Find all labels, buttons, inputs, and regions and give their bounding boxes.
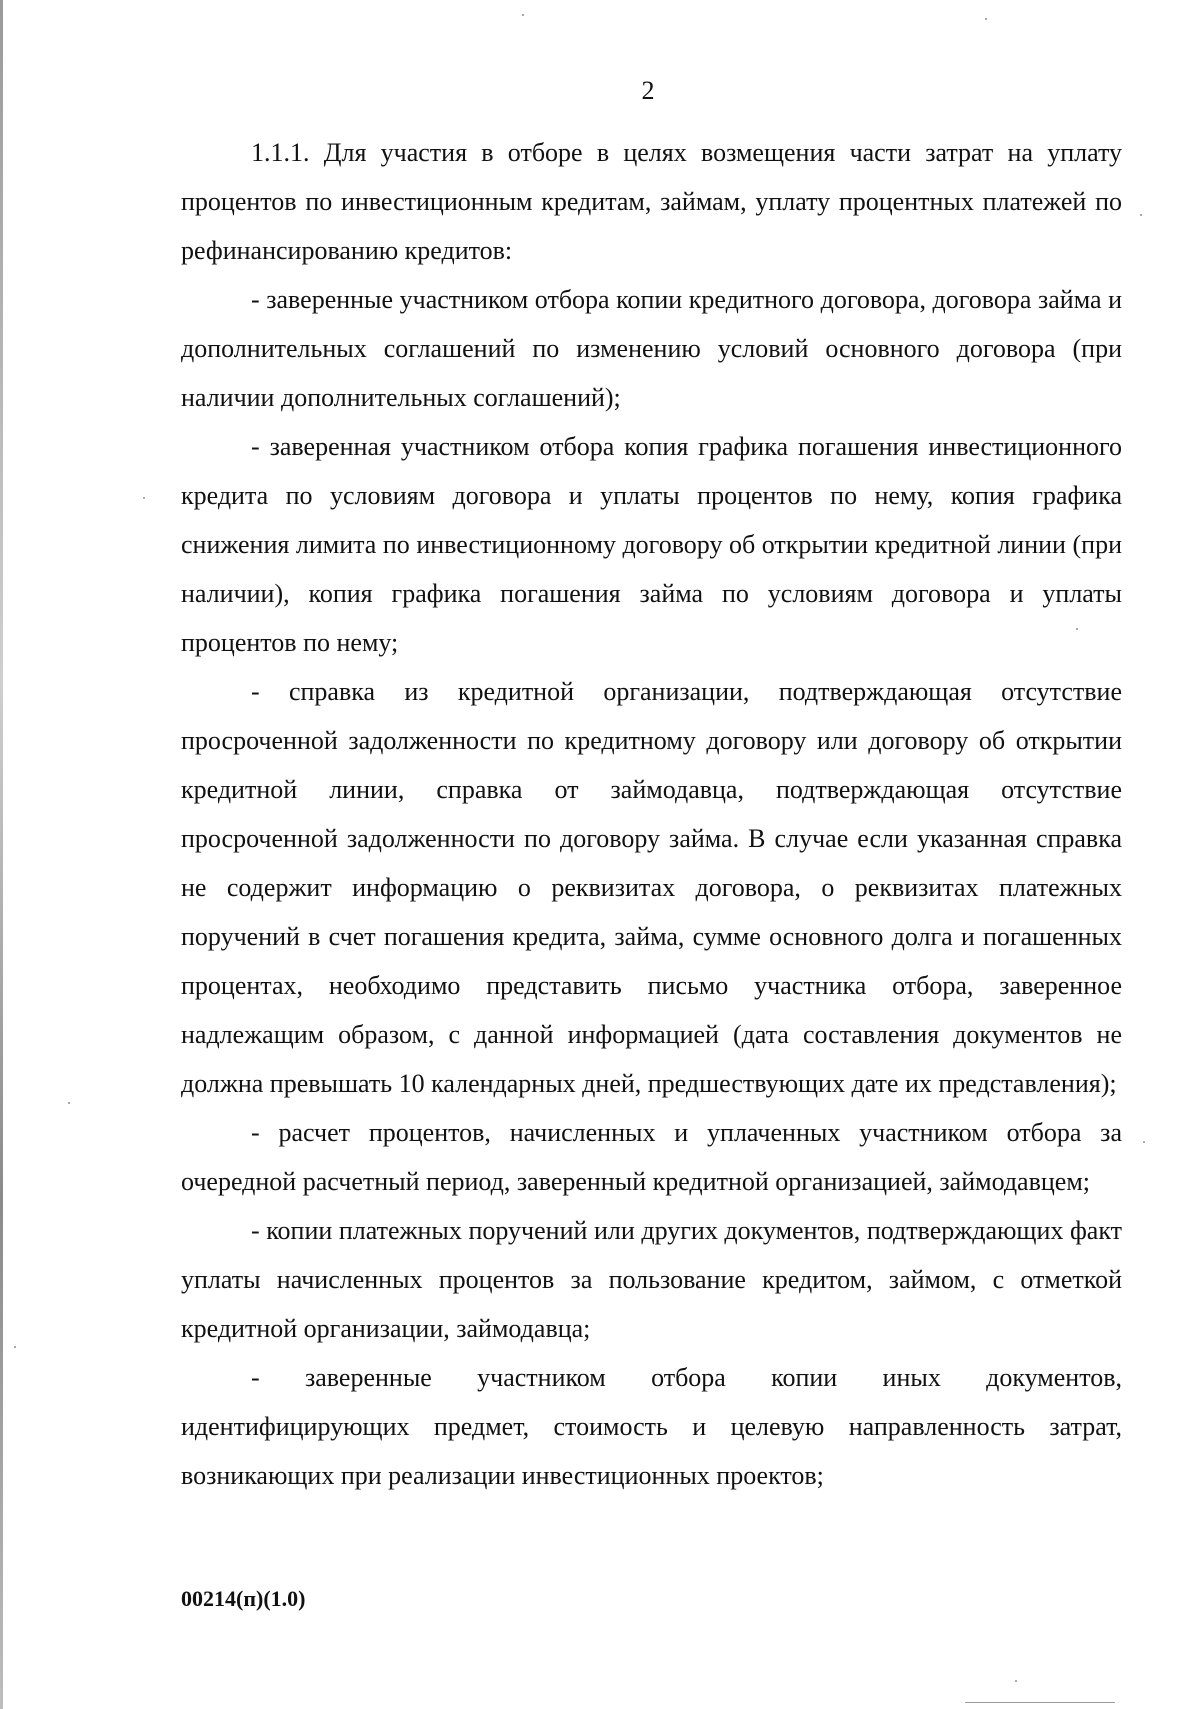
paragraph-item-other-documents: - заверенные участником отбора копии иных документов, идентифицирующих предмет, стоимость и целевую направленность затрат, возникающих при реализации инвестиционных проектов; — [181, 1363, 1122, 1490]
scan-speck — [1140, 214, 1142, 216]
paragraph-item-interest-calculation: - расчет процентов, начисленных и уплаченных участником отбора за очередной расчетный период, заверенный кредитной организацией, займодавцем; — [181, 1118, 1122, 1196]
scan-speck — [68, 1102, 70, 1104]
paragraph-item-loan-agreements: - заверенные участником отбора копии кредитного договора, договора займа и дополнительных соглашений по изменению условий основного договора (при наличии дополнительных соглашений); — [181, 285, 1122, 412]
paragraph-item-payment-orders: - копии платежных поручений или других документов, подтверждающих факт уплаты начисленных процентов за пользование кредитом, займом, с отметкой кредитной организации, займодавца; — [181, 1216, 1122, 1343]
paragraph-item-bank-certificate: - справка из кредитной организации, подтверждающая отсутствие просроченной задолженности по кредитному договору или договору об открытии кредитной линии, справка от займодавца, подтверждающая отсутствие просроченной задолженности по договору займа. В случае если указанная справка не содержит информацию о реквизитах договора, о реквизитах платежных поручений в счет погашения кредита, займа, сумме основного долга и погашенных процентах, необходимо представить письмо участника отбора, заверенное надлежащим образом, с данной информацией (дата составления документов не должна превышать 10 календарных дней, предшествующих дате их представления); — [181, 677, 1122, 1098]
scan-left-edge — [0, 0, 3, 1709]
scan-speck — [14, 1346, 16, 1348]
document-body — [181, 128, 1122, 1500]
scan-speck — [143, 497, 145, 499]
scan-speck — [522, 14, 524, 16]
paragraph-item-repayment-schedule: - заверенная участником отбора копия графика погашения инвестиционного кредита по условиям договора и уплаты процентов по нему, копия графика снижения лимита по инвестиционному договору об открытии кредитной линии (при наличии), копия графика погашения займа по условиям договора и уплаты процентов по нему; — [181, 432, 1122, 657]
scan-speck — [1015, 1680, 1017, 1682]
scan-speck — [1143, 1141, 1145, 1143]
paragraph-intro: 1.1.1. Для участия в отборе в целях возмещения части затрат на уплату процентов по инвестиционным кредитам, займам, уплату процентных платежей по рефинансированию кредитов: — [181, 138, 1122, 265]
scan-line — [965, 1702, 1115, 1703]
document-code: 00214(п)(1.0) — [181, 1586, 306, 1611]
page-number: 2 — [641, 76, 655, 105]
scan-speck — [985, 18, 987, 20]
scan-speck — [1076, 628, 1078, 630]
